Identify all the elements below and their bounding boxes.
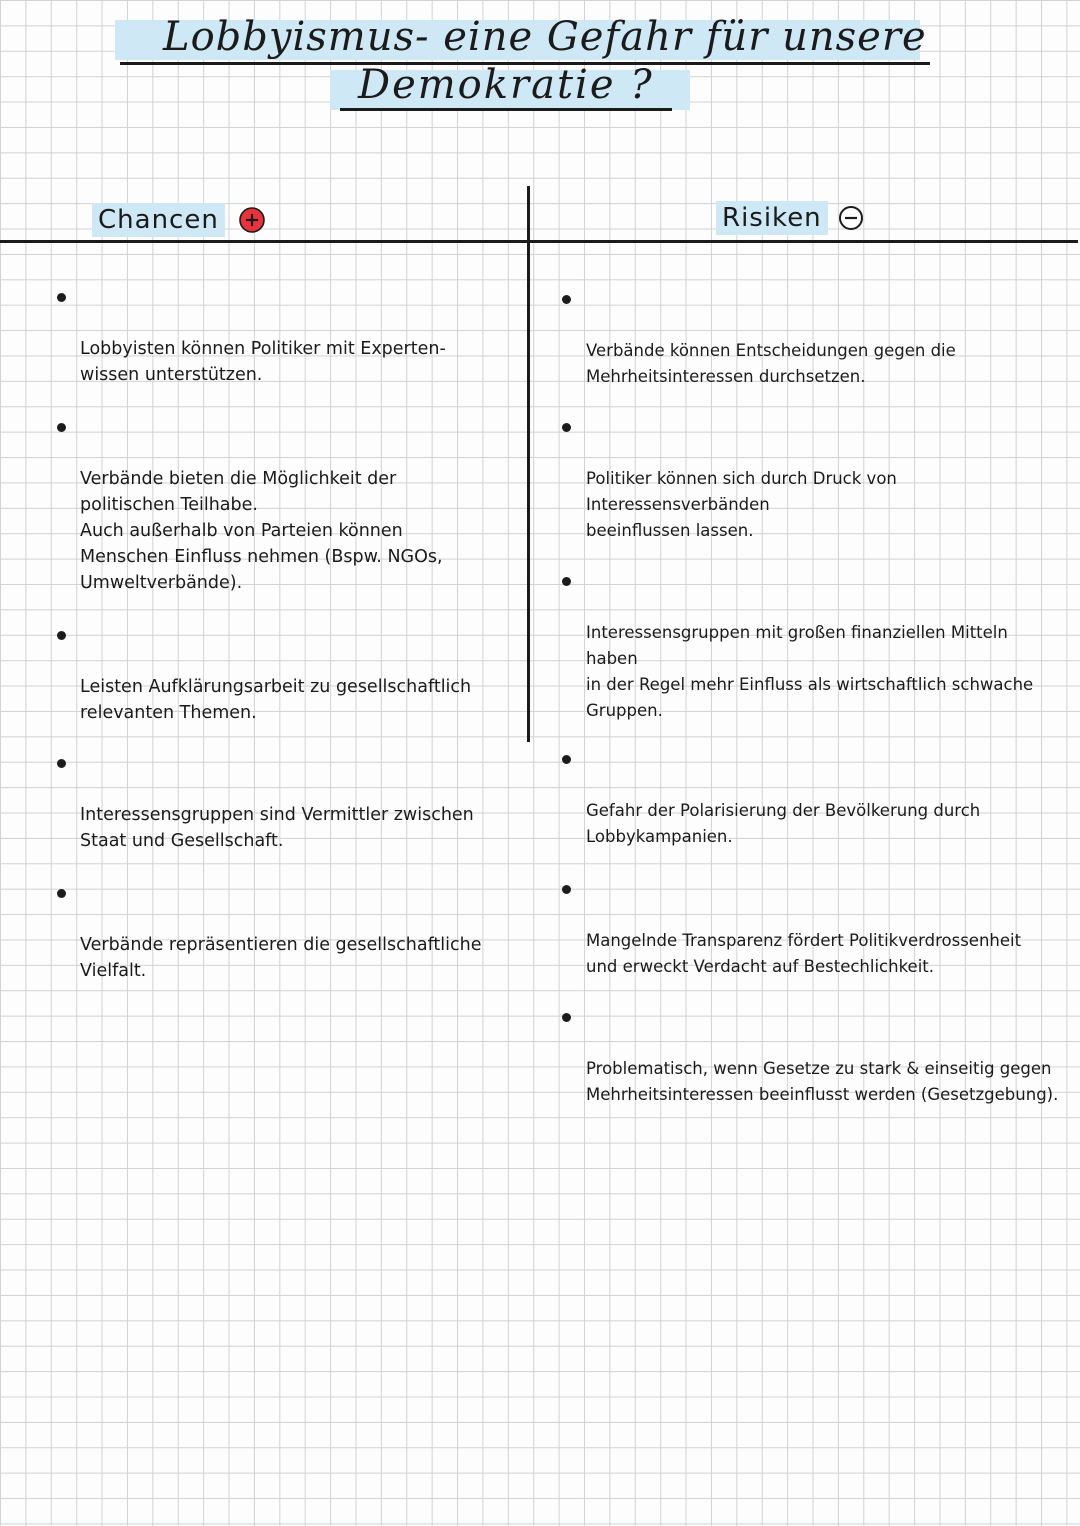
chancen-item-text: Verbände repräsentieren die gesellschaftliche Vielfalt. (80, 935, 482, 981)
column-divider (527, 186, 530, 742)
chancen-item-text: Interessensgruppen sind Vermittler zwischen Staat und Gesellschaft. (80, 805, 474, 851)
bullet-icon (57, 293, 66, 302)
list-item (54, 284, 514, 388)
page-title-line-2 (330, 62, 690, 110)
chancen-heading: Chancen (92, 203, 225, 237)
bullet-icon (57, 759, 66, 768)
bullet-icon (57, 423, 66, 432)
bullet-icon (562, 885, 571, 894)
list-item (558, 746, 1063, 850)
plus-circle-icon (239, 207, 265, 233)
list-item (558, 568, 1063, 724)
chancen-item-text: Lobbyisten können Politiker mit Experten- wissen unterstützen. (80, 339, 446, 385)
risiken-item-text: Gefahr der Polarisierung der Bevölkerung durch Lobbykampanien. (586, 801, 981, 846)
risiken-item-text: Problematisch, wenn Gesetze zu stark & einseitig gegen Mehrheitsinteressen beeinflusst werden (Gesetzgebung). (586, 1059, 1059, 1104)
bullet-icon (57, 889, 66, 898)
minus-circle-icon (838, 205, 864, 231)
risiken-item-text: Politiker können sich durch Druck von Interessensverbänden beeinflussen lassen. (586, 469, 897, 540)
risiken-item-text: Verbände können Entscheidungen gegen die Mehrheitsinteressen durchsetzen. (586, 341, 956, 386)
list-item (54, 414, 514, 596)
list-item (54, 750, 514, 854)
page-title-text-1: Lobbyismus- eine Gefahr für unsere (163, 14, 927, 60)
bullet-icon (562, 295, 571, 304)
bullet-icon (562, 423, 571, 432)
chancen-list (54, 284, 514, 984)
page-title-line-1 (115, 14, 927, 60)
list-item (558, 286, 1063, 390)
risiken-header (716, 201, 864, 235)
list-item (54, 622, 514, 726)
bullet-icon (562, 1013, 571, 1022)
bullet-icon (562, 755, 571, 764)
list-item (558, 414, 1063, 544)
risiken-heading: Risiken (716, 201, 828, 235)
chancen-item-text: Leisten Aufklärungsarbeit zu gesellschaftlich relevanten Themen. (80, 677, 472, 723)
chancen-item-text: Verbände bieten die Möglichkeit der politischen Teilhabe. Auch außerhalb von Parteien können Menschen Einfluss nehmen (Bspw. NGOs, Umweltverbände). (80, 469, 443, 593)
page-title-text-2: Demokratie ? (358, 62, 654, 108)
list-item (54, 880, 514, 984)
bullet-icon (562, 577, 571, 586)
header-divider (0, 240, 1078, 243)
risiken-item-text: Interessensgruppen mit großen finanziellen Mitteln haben in der Regel mehr Einfluss als wirtschaftlich schwache Gruppen. (586, 623, 1034, 720)
risiken-list (558, 286, 1063, 1108)
title-underline-2 (340, 108, 672, 111)
list-item (558, 1004, 1063, 1108)
chancen-header (92, 203, 265, 237)
list-item (558, 876, 1063, 980)
bullet-icon (57, 631, 66, 640)
risiken-item-text: Mangelnde Transparenz fördert Politikverdrossenheit und erweckt Verdacht auf Bestechlichkeit. (586, 931, 1022, 976)
